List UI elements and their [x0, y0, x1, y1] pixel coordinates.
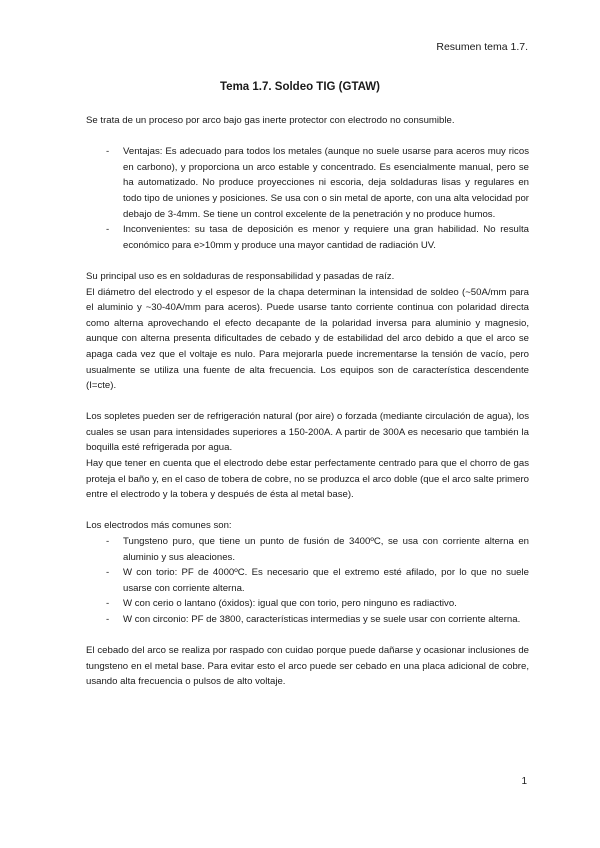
page-number: 1: [521, 776, 527, 787]
list-item: - Ventajas: Es adecuado para todos los metales (aunque no suele usarse para aceros muy ricos en carbono), y proporciona un arco estable y concentrado. Es esencialmente manual, pero se ha automatizado. No produce proyecciones ni escoria, deja soldaduras lisas y regulares en todo tipo de uniones y posiciones. Se usa con o sin metal de aporte, con una alta velocidad por debajo de 3-4mm. Se tiene un control excelente de la penetración y no produce humos.: [86, 144, 529, 222]
usage-paragraph: Su principal uso es en soldaduras de responsabilidad y pasadas de raíz.: [86, 270, 395, 282]
list-item: - Tungsteno puro, que tiene un punto de fusión de 3400ºC, se usa con corriente alterna en aluminio y sus aleaciones.: [86, 534, 529, 565]
intensity-paragraph: El diámetro del electrodo y el espesor de la chapa determinan la intensidad de soldeo (~50A/mm para el aluminio y ~30-40A/mm para aceros). Puede usarse tanto corriente continua con polaridad directa como alterna aprovechando el efecto decapante de la polaridad inversa para aluminio y magnesio, aunque con alterna presenta dificultades de cebado y de estabilidad del arco debido a que el arco se apaga cada vez que el voltaje es nulo. Para mejorarla puede incrementarse la tensión de vacío, pero usualmente se utiliza una fuente de alta frecuencia. Los equipos son de característica descendente (I=cte).: [86, 286, 529, 392]
running-header: Resumen tema 1.7.: [436, 41, 528, 53]
page-title: Tema 1.7. Soldeo TIG (GTAW): [220, 81, 380, 93]
torches-paragraph: Los sopletes pueden ser de refrigeración natural (por aire) o forzada (mediante circulación de agua), los cuales se usan para intensidades superiores a 150-200A. A partir de 300A es necesario que también la boquilla esté refrigerada por agua.: [86, 411, 529, 454]
electrodes-list: [86, 534, 529, 628]
list-item: - W con circonio: PF de 3800, características intermedias y se suele usar con corriente alterna.: [86, 612, 529, 628]
list-item: - W con cerio o lantano (óxidos): igual que con torio, pero ninguno es radiactivo.: [86, 596, 529, 612]
arc-ignition-paragraph: El cebado del arco se realiza por raspado con cuidao porque puede dañarse y ocasionar inclusiones de tungsteno en el metal base. Para evitar esto el arco puede ser cebado en una placa adicional de cobre, usando alta frecuencia o pulsos de alto voltaje.: [86, 645, 529, 688]
body-text: [86, 113, 529, 690]
centering-paragraph: Hay que tener en cuenta que el electrodo debe estar perfectamente centrado para que el chorro de gas proteja el baño y, en el caso de tobera de cobre, no se produzca el arco doble (que el arco salte primero entre el electrodo y la tobera y después de ésta al metal base).: [86, 458, 529, 501]
pros-cons-list: [86, 144, 529, 253]
electrodes-intro: Los electrodos más comunes son:: [86, 520, 232, 532]
intro-paragraph: Se trata de un proceso por arco bajo gas inerte protector con electrodo no consumible.: [86, 115, 455, 126]
list-item: - W con torio: PF de 4000ºC. Es necesario que el extremo esté afilado, por lo que no suele usarse con corriente alterna.: [86, 565, 529, 596]
list-item: - Inconvenientes: su tasa de deposición es menor y requiere una gran habilidad. No resulta económico para e>10mm y produce una mayor cantidad de radiación UV.: [86, 222, 529, 253]
